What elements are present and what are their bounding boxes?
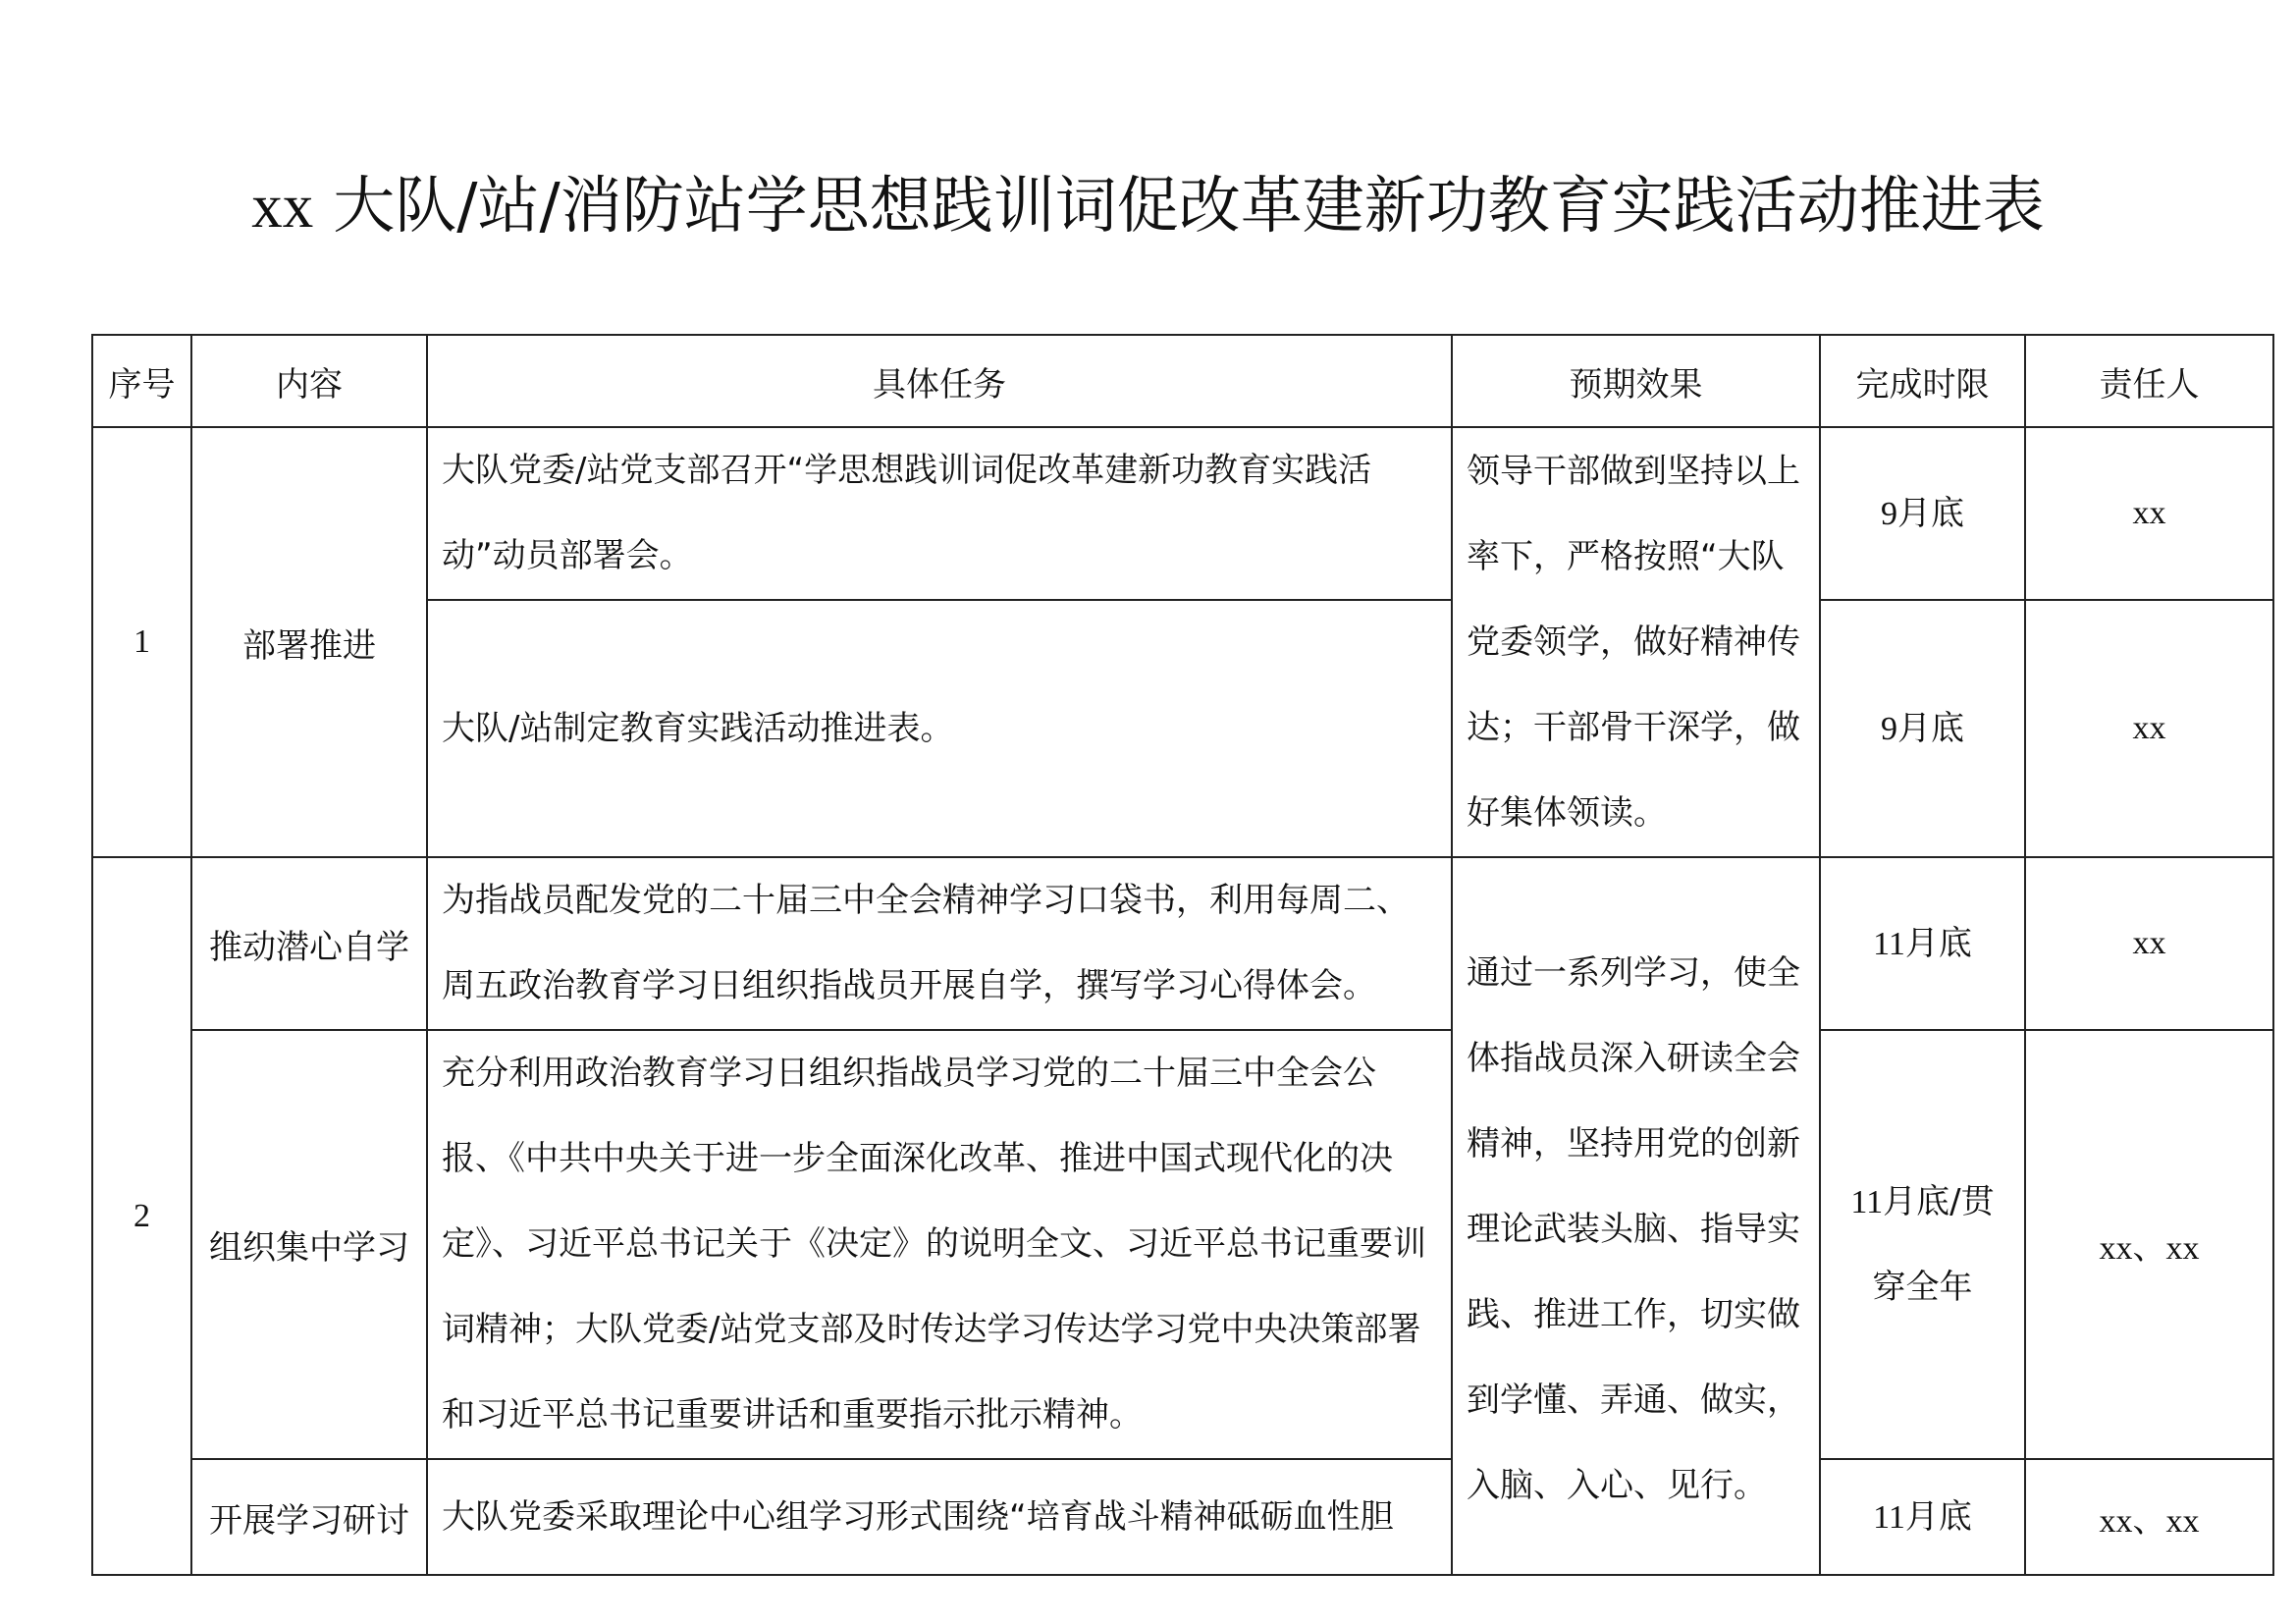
- row-task: 大队党委/站党支部召开“学思想践训词促改革建新功教育实践活动”动员部署会。: [427, 427, 1452, 600]
- row-content: 推动潜心自学: [191, 857, 427, 1030]
- header-deadline: 完成时限: [1820, 335, 2025, 427]
- header-effect: 预期效果: [1452, 335, 1820, 427]
- table-row: [92, 857, 2273, 1030]
- row-effect: 领导干部做到坚持以上率下，严格按照“大队党委领学，做好精神传达；干部骨干深学，做好集体领读。: [1452, 427, 1820, 857]
- deadline-num: 11: [1873, 1498, 1905, 1536]
- header-no: 序号: [92, 335, 191, 427]
- deadline-text: 月底: [1904, 923, 1972, 963]
- row-effect: [1452, 857, 1820, 1575]
- header-row: [92, 335, 2273, 427]
- row-owner: xx、xx: [2025, 1030, 2273, 1459]
- title-prefix: xx: [251, 172, 314, 241]
- header-owner: 责任人: [2025, 335, 2273, 427]
- row-effect-text: 通过一系列学习，使全体指战员深入研读全会精神，坚持用党的创新理论武装头脑、指导实践、推进工作，切实做到学懂、弄通、做实，入脑、入心、见行。: [1467, 953, 1800, 1505]
- table-row: [92, 1030, 2273, 1459]
- row-deadline: [1820, 857, 2025, 1030]
- row-owner: xx: [2025, 857, 2273, 1030]
- table-row: [92, 427, 2273, 600]
- deadline-num: 9: [1881, 710, 1897, 747]
- row-deadline: [1820, 600, 2025, 857]
- row-owner: xx: [2025, 427, 2273, 600]
- deadline-text: 月底: [1904, 1496, 1972, 1537]
- row-no: 2: [92, 857, 191, 1575]
- row-content: 开展学习研讨: [191, 1459, 427, 1575]
- row-task: 充分利用政治教育学习日组织指战员学习党的二十届三中全会公报、《中共中央关于进一步全面深化改革、推进中国式现代化的决定》、习近平总书记关于《决定》的说明全文、习近平总书记重要训词精神；大队党委/站党支部及时传达学习传达学习党中央决策部署和习近平总书记重要讲话和重要指示批示精神。: [427, 1030, 1452, 1459]
- row-deadline: [1820, 1459, 2025, 1575]
- row-no: 1: [92, 427, 191, 857]
- header-content: 内容: [191, 335, 427, 427]
- deadline-num: 11: [1850, 1183, 1884, 1220]
- table-row: [92, 1459, 2273, 1575]
- plan-table: [91, 334, 2274, 1576]
- header-task: 具体任务: [427, 335, 1452, 427]
- deadline-text: 月底/贯穿全年: [1872, 1181, 1995, 1307]
- title-text: 大队/站/消防站学思想践训词促改革建新功教育实践活动推进表: [333, 170, 2045, 242]
- row-task: 为指战员配发党的二十届三中全会精神学习口袋书，利用每周二、周五政治教育学习日组织指战员开展自学，撰写学习心得体会。: [427, 857, 1452, 1030]
- row-content: 部署推进: [191, 427, 427, 857]
- row-task: 大队党委采取理论中心组学习形式围绕“培育战斗精神砥砺血性胆: [427, 1459, 1452, 1575]
- row-task: 大队/站制定教育实践活动推进表。: [427, 600, 1452, 857]
- row-owner: xx: [2025, 600, 2273, 857]
- deadline-num: 9: [1881, 495, 1897, 532]
- row-deadline: [1820, 1030, 2025, 1459]
- row-deadline: [1820, 427, 2025, 600]
- row-owner: xx、xx: [2025, 1459, 2273, 1575]
- row-content: 组织集中学习: [191, 1030, 427, 1459]
- deadline-text: 月底: [1897, 493, 1964, 533]
- page-title: [0, 162, 2296, 250]
- deadline-num: 11: [1873, 925, 1905, 962]
- deadline-text: 月底: [1897, 708, 1964, 748]
